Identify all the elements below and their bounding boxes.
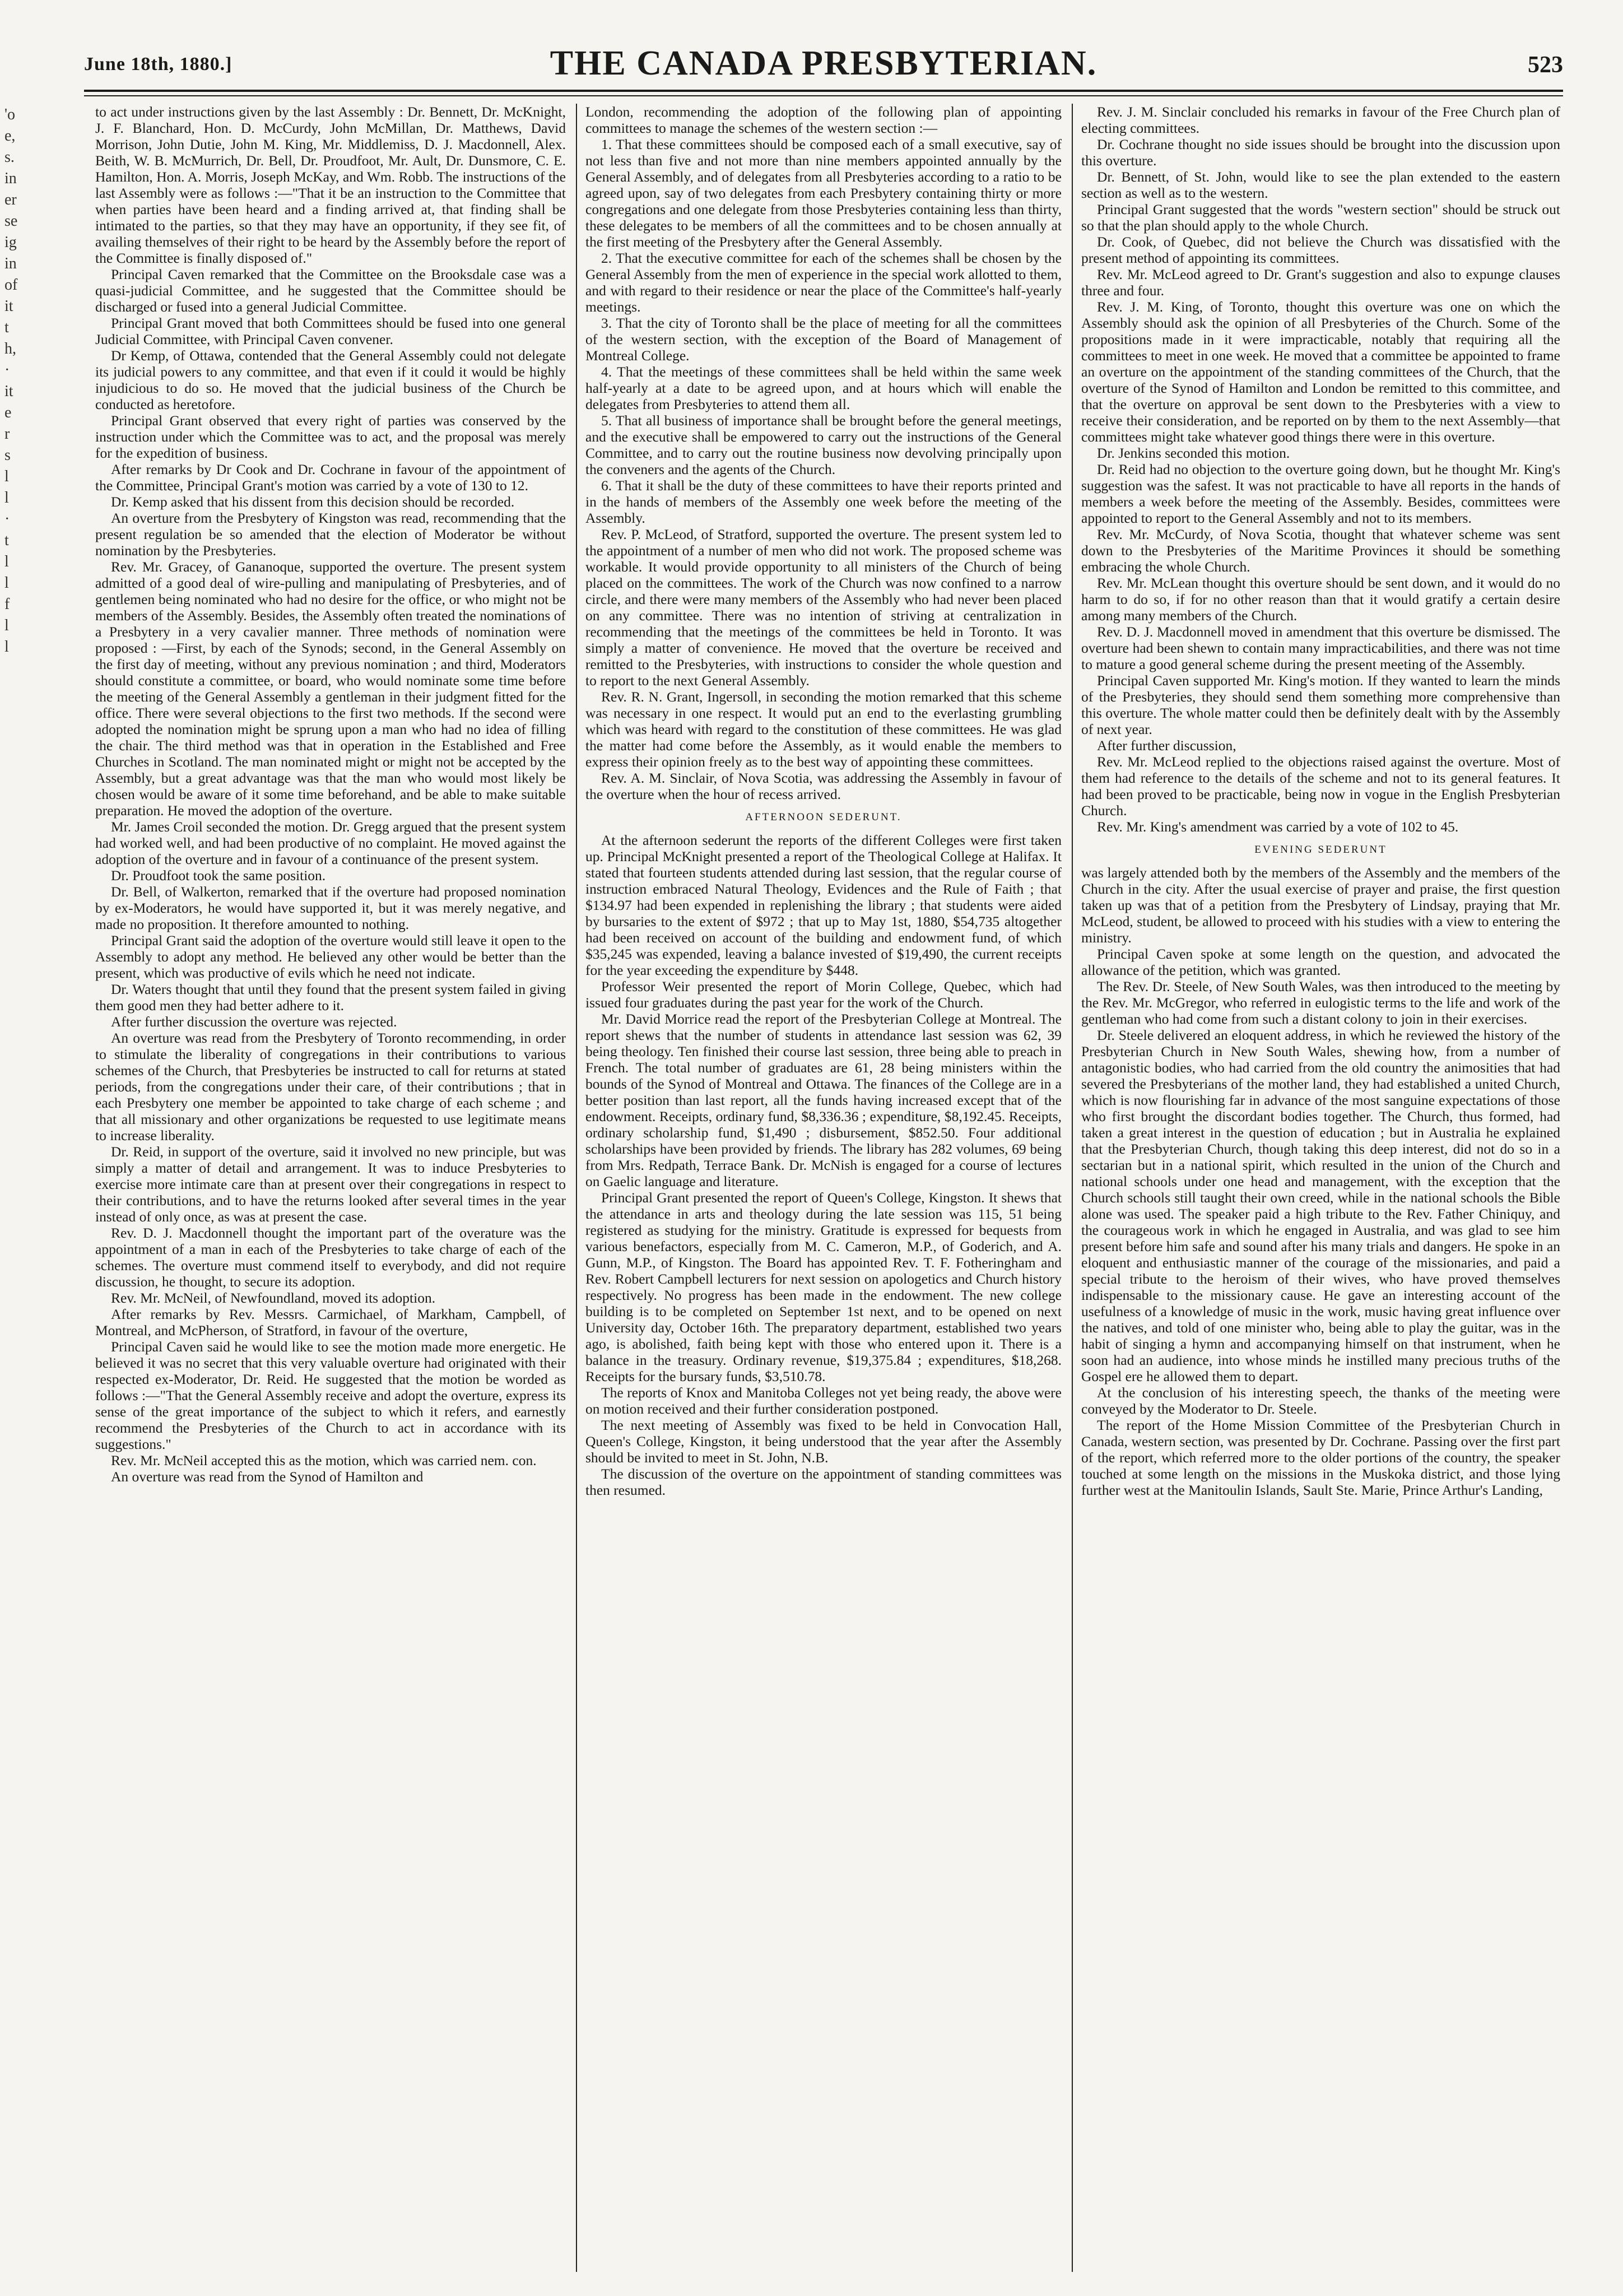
paragraph: Principal Grant suggested that the words "western section" should be struck out so that the plan should apply to the whole Church. bbox=[1081, 201, 1560, 234]
paragraph: Rev. Mr. McCurdy, of Nova Scotia, thought that whatever scheme was sent down to the Presbyteries of the Maritime Provinces it should be something embracing the whole Church. bbox=[1081, 526, 1560, 575]
margin-fragment: er bbox=[4, 191, 17, 208]
paragraph: The Rev. Dr. Steele, of New South Wales, was then introduced to the meeting by the Rev. Mr. McGregor, who referred in eulogistic terms to the life and work of the gentleman who had come from such a distant colony to join in their exercises. bbox=[1081, 978, 1560, 1027]
page-header bbox=[84, 44, 1563, 89]
paragraph: Dr. Cochrane thought no side issues should be brought into the discussion upon this overture. bbox=[1081, 136, 1560, 169]
paragraph: 6. That it shall be the duty of these committees to have their reports printed and in the hands of members of the Assembly one week before the meeting of the Assembly. bbox=[585, 477, 1062, 526]
masthead-title: THE CANADA PRESBYTERIAN. bbox=[550, 44, 1097, 82]
paragraph: Rev. Mr. McLeod replied to the objections raised against the overture. Most of them had reference to the details of the scheme and not to its general features. It had been proved to be practicable, being now in vogue in the English Presbyterian Church. bbox=[1081, 754, 1560, 819]
paragraph: Dr. Bell, of Walkerton, remarked that if the overture had proposed nomination by ex-Moderators, he would have supported it, but it was merely negative, and made no proposition. It therefore amounted to nothing. bbox=[95, 884, 566, 932]
paragraph: Rev. J. M. Sinclair concluded his remarks in favour of the Free Church plan of electing committees. bbox=[1081, 104, 1560, 136]
margin-fragment: in bbox=[4, 255, 17, 272]
paragraph: London, recommending the adoption of the following plan of appointing committees to manage the schemes of the western section :— bbox=[585, 104, 1062, 136]
margin-fragment: l bbox=[4, 468, 9, 485]
paragraph: Dr. Waters thought that until they found that the present system failed in giving them good men they had better adhere to it. bbox=[95, 981, 566, 1014]
header-rule-thin bbox=[84, 95, 1563, 96]
paragraph: Dr. Steele delivered an eloquent address, in which he reviewed the history of the Presbyterian Church in New South Wales, shewing how, from a number of antagonistic bodies, who had carried from the old country the animosities that had severed the Presbyterians of the mother land, they had established a united Church, which is now flourishing far in advance of the most sanguine expectations of those who first brought the discordant bodies together. The Church, thus formed, had taken a great interest in the question of education ; but in Australia he explained that the Presbyterian Church, though taking this deep interest, did not do so in a sectarian but in a national spirit, which resulted in the union of the Church and national schools under one head and management, with the exception that the Church schools still taught their own creed, while in the national schools the Bible alone was used. The speaker paid a high tribute to the Rev. Father Chiniquy, and the courageous work in which he engaged in Australia, and was glad to see him present before him safe and sound after his many trials and dangers. He spoke in an eloquent and enthusiastic manner of the courage of the missionaries, and paid a special tribute to the heroism of their wives, who have proved themselves indispensable to the missionary cause. He gave an interesting account of the usefulness of a knowledge of music in the work, music having great influence over the natives, and told of one minister who, being able to play the guitar, was in the habit of singing a hymn and accompanying himself on that instrument, when he soon had an audience, into whose minds he instilled many precious truths of the Gospel ere he allowed them to depart. bbox=[1081, 1027, 1560, 1384]
issue-date: June 18th, 1880.] bbox=[84, 54, 232, 75]
paragraph: Dr. Bennett, of St. John, would like to see the plan extended to the eastern section as well as to the western. bbox=[1081, 169, 1560, 201]
paragraph: At the conclusion of his interesting speech, the thanks of the meeting were conveyed by the Moderator to Dr. Steele. bbox=[1081, 1384, 1560, 1417]
paragraph: to act under instructions given by the last Assembly : Dr. Bennett, Dr. McKnight, J. F. Blanchard, Hon. D. McCurdy, John McMillan, Dr. Matthews, David Morrison, John Dutie, John M. King, Mr. Middlemiss, D. J. Macdonnell, Alex. Beith, W. B. McMurrich, Dr. Bell, Dr. Proudfoot, Mr. Ault, Dr. Dunsmore, C. E. Hamilton, Hon. A. Morris, Joseph McKay, and Wm. Robb. The instructions of the last Assembly were as follows :—"That it be an instruction to the Committee that when parties have been heard and a finding arrived at, that finding shall be intimated to the parties, so that they may have an opportunity, if they see fit, of availing themselves of their right to be heard by the Assembly before the report of the Committee is finally disposed of." bbox=[95, 104, 566, 266]
margin-fragment: ig bbox=[4, 234, 17, 251]
paragraph: Rev. Mr. Gracey, of Gananoque, supported the overture. The present system admitted of a good deal of wire-pulling and manipulating of Presbyteries, and of gentlemen being nominated who had no desire for the office, or who might not be members of the Assembly. Besides, the Assembly often treated the nominations of a Presbytery in a very cavalier manner. Three methods of nomination were proposed : —First, by each of the Synods; second, in the General Assembly on the first day of meeting, without any previous nomination ; and third, Moderators should constitute a committee, or board, who would nominate some time before the meeting of the General Assembly a gentleman in their judgment fitted for the office. There were several objections to the first two methods. If the second were adopted the nomination might be sprung upon a man who had no idea of filling the chair. The third method was that in operation in the Established and Free Churches in Scotland. The man nominated might or might not be accepted by the Assembly, but a great advantage was that the man who would most likely be chosen would be aware of it some time beforehand, and be able to make suitable preparation. He moved the adoption of the overture. bbox=[95, 559, 566, 819]
paragraph: Rev. P. McLeod, of Stratford, supported the overture. The present system led to the appointment of a number of men who did not work. The proposed scheme was workable. It would provide opportunity to all ministers of the Church of being placed on the committees. The work of the Church was now confined to a narrow circle, and there were many members of the Assembly who had never been placed on any committee. There was no intention of striving at centralization in recommending that the meetings of the committees be held in Toronto. It was simply a matter of convenience. He moved that the overture be received and remitted to the Presbyteries, with instructions to consider the whole question and to report to the next General Assembly. bbox=[585, 526, 1062, 689]
paragraph: Principal Grant presented the report of Queen's College, Kingston. It shews that the attendance in arts and theology during the late session was 115, 51 being registered as studying for the ministry. Gratitude is expressed for bequests from various benefactors, especially from M. C. Cameron, M.P., of Goderich, and A. Gunn, M.P., of Kingston. The Board has appointed Rev. T. F. Fotheringham and Rev. Robert Campbell lecturers for next session on apologetics and Church history respectively. No progress has been made in the endowment. The new college building is to be completed on September 1st next, and to be opened on next University day, October 16th. The preparatory department, established two years ago, is abolished, faith being kept with those who entered upon it. There is a balance in the treasury. Ordinary revenue, $19,375.84 ; expenditures, $18,268. Receipts for the bursary funds, $3,510.78. bbox=[585, 1189, 1062, 1384]
margin-fragment: t bbox=[4, 532, 9, 549]
paragraph: An overture was read from the Synod of Hamilton and bbox=[111, 1468, 424, 1485]
paragraph: Professor Weir presented the report of Morin College, Quebec, which had issued four graduates during the past year for the work of the Church. bbox=[585, 978, 1062, 1011]
section-heading-afternoon: AFTERNOON SEDERUNT. bbox=[745, 811, 902, 823]
paragraph: An overture was read from the Presbytery of Toronto recommending, in order to stimulate the liberality of congregations in their contributions to various schemes of the Church, that Presbyteries be instructed to call for returns at stated periods, from the congregations under their care, of their contributions ; that in each Presbytery one member be appointed to take charge of each scheme ; and that all missionary and other organizations be requested to use legitimate means to increase liberality. bbox=[95, 1030, 566, 1144]
paragraph: Rev. A. M. Sinclair, of Nova Scotia, was addressing the Assembly in favour of the overture when the hour of recess arrived. bbox=[585, 770, 1062, 802]
header-rule bbox=[84, 90, 1563, 92]
section-heading-evening: EVENING SEDERUNT bbox=[1254, 844, 1387, 856]
paragraph: 5. That all business of importance shall be brought before the general meetings, and the executive shall be empowered to carry out the instructions of the General Committee, and to carry out the routine business now devolving principally upon the conveners and the agents of the Church. bbox=[585, 412, 1062, 477]
paragraph: 2. That the executive committee for each of the schemes shall be chosen by the General Assembly from the men of experience in the special work allotted to them, and with regard to their residence or near the place of the Committee's half-yearly meetings. bbox=[585, 250, 1062, 315]
paragraph: The report of the Home Mission Committee of the Presbyterian Church in Canada, western section, was presented by Dr. Cochrane. Passing over the first part of the report, which referred more to the older portions of the country, the speaker touched at some length on the missions in the Muskoka district, and those lying further west at the Manitoulin Islands, Sault Ste. Marie, Prince Arthur's Landing, bbox=[1081, 1417, 1560, 1498]
margin-fragment: · bbox=[4, 361, 10, 379]
article-columns bbox=[84, 104, 1563, 2272]
paragraph: Rev. Mr. McLeod agreed to Dr. Grant's suggestion and also to expunge clauses three and four. bbox=[1081, 266, 1560, 299]
paragraph: An overture from the Presbytery of Kingston was read, recommending that the present regulation be so amended that the election of Moderator be without nomination by the Presbyteries. bbox=[95, 510, 566, 559]
margin-fragment: of bbox=[4, 276, 18, 294]
paragraph: Dr. Cook, of Quebec, did not believe the Church was dissatisfied with the present method of appointing its committees. bbox=[1081, 234, 1560, 266]
paragraph: After remarks by Dr Cook and Dr. Cochrane in favour of the appointment of the Committee, Principal Grant's motion was carried by a vote of 130 to 12. bbox=[95, 461, 566, 494]
margin-fragment: f bbox=[4, 596, 10, 613]
margin-fragment: h, bbox=[4, 340, 16, 357]
paragraph: The next meeting of Assembly was fixed to be held in Convocation Hall, Queen's College, Kingston, it being understood that the year after the Assembly should be invited to meet in St. John, N.B. bbox=[585, 1417, 1062, 1466]
paragraph: Dr. Reid had no objection to the overture going down, but he thought Mr. King's suggestion was the safest. It was not practicable to have all reports in the hands of members a week before the meeting of the Assembly. Besides, committees were appointed to report to the General Assembly and not to its members. bbox=[1081, 461, 1560, 526]
margin-fragment: l bbox=[4, 574, 9, 592]
margin-fragment: e, bbox=[4, 127, 16, 145]
paragraph: 3. That the city of Toronto shall be the place of meeting for all the committees of the western section, with the exception of the Board of Management of Montreal College. bbox=[585, 315, 1062, 364]
paragraph: After further discussion, bbox=[1097, 737, 1236, 754]
paragraph: Dr. Jenkins seconded this motion. bbox=[1097, 445, 1290, 461]
paragraph: The discussion of the overture on the appointment of standing committees was then resumed. bbox=[585, 1466, 1062, 1498]
margin-fragment: l bbox=[4, 617, 9, 634]
margin-fragment: 'o bbox=[4, 106, 16, 123]
column-divider bbox=[1072, 104, 1073, 2272]
column-3 bbox=[1081, 104, 1560, 2272]
margin-fragment: s. bbox=[4, 148, 15, 166]
paragraph: After remarks by Rev. Messrs. Carmichael, of Markham, Campbell, of Montreal, and McPherson, of Stratford, in favour of the overture, bbox=[95, 1306, 566, 1338]
paragraph: Principal Grant said the adoption of the overture would still leave it open to the Assembly to adopt any method. He believed any other would be better than the present, which was productive of evils which he need not indicate. bbox=[95, 932, 566, 981]
paragraph: Rev. J. M. King, of Toronto, thought this overture was one on which the Assembly should ask the opinion of all Presbyteries of the Church. Some of the propositions made in it were impracticable, notably that requiring all the committees to meet in one week. He moved that a committee be appointed to frame an overture on the appointment of the standing committees of the Church, that the overture of the Synod of Hamilton and London be remitted to this committee, and that the overture on approval be sent down to the Presbyteries with a view to receive their consideration, and be reported on by them to the next Assembly—that committees might take whatever good things there were in this overture. bbox=[1081, 299, 1560, 445]
paragraph: Rev. D. J. Macdonnell moved in amendment that this overture be dismissed. The overture had been shewn to contain many impracticabilities, and there was not time to mature a good general scheme during the present meeting of the Assembly. bbox=[1081, 624, 1560, 672]
page-number: 523 bbox=[1528, 52, 1563, 78]
paragraph: Principal Caven remarked that the Committee on the Brooksdale case was a quasi-judicial Committee, and he suggested that the Committee should be discharged or fused into a general Judicial Committee. bbox=[95, 266, 566, 315]
paragraph: The reports of Knox and Manitoba Colleges not yet being ready, the above were on motion received and their further consideration postponed. bbox=[585, 1384, 1062, 1417]
paragraph: 1. That these committees should be composed each of a small executive, say of not less than five and not more than nine members appointed annually by the General Assembly, and of delegates from all Presbyteries according to a ratio to be agreed upon, say of two delegates from each Presbytery containing thirty or more congregations and one delegate from those Presbyteries containing less than thirty, these delegates to be members of all the committees and to be chosen annually at the first meeting of the Presbytery after the General Assembly. bbox=[585, 136, 1062, 250]
column-divider bbox=[576, 104, 577, 2272]
paragraph: Principal Grant moved that both Committees should be fused into one general Judicial Committee, with Principal Caven convener. bbox=[95, 315, 566, 347]
paragraph: Rev. Mr. King's amendment was carried by a vote of 102 to 45. bbox=[1097, 819, 1459, 835]
margin-fragment: r bbox=[4, 425, 10, 443]
paragraph: Rev. Mr. McLean thought this overture should be sent down, and it would do no harm to do so, if for no other reason than that it would gratify a certain desire among many members of the Church. bbox=[1081, 575, 1560, 624]
paragraph: 4. That the meetings of these committees shall be held within the same week half-yearly at a date to be agreed upon, and at hours which will enable the delegates from Presbyteries to attend them all. bbox=[585, 364, 1062, 412]
margin-fragment: l bbox=[4, 489, 9, 506]
margin-fragment: se bbox=[4, 212, 18, 230]
paragraph: Mr. David Morrice read the report of the Presbyterian College at Montreal. The report shews that the number of students in attendance last session was 62, 39 being theology. Ten finished their course last session, three being able to preach in French. The total number of graduates are 61, 28 being ministers within the bounds of the Synod of Montreal and Ottawa. The finances of the College are in a better position than last report, all the funds having increased except that of the endowment. Receipts, ordinary fund, $8,336.36 ; expenditure, $8,192.45. Receipts, ordinary scholarship fund, $1,490 ; disbursement, $852.50. Four additional scholarships have been provided by friends. The library has 282 volumes, 69 being from Mrs. Redpath, Terrace Bank. Dr. McNish is engaged for a course of lectures on Gaelic language and literature. bbox=[585, 1011, 1062, 1189]
paragraph: Principal Grant observed that every right of parties was conserved by the instruction under which the Committee was to act, and the proposal was merely for the expedition of business. bbox=[95, 412, 566, 461]
paragraph: Rev. Mr. McNeil, of Newfoundland, moved its adoption. bbox=[111, 1290, 436, 1306]
paragraph: At the afternoon sederunt the reports of the different Colleges were first taken up. Principal McKnight presented a report of the Theological College at Halifax. It stated that fourteen students attended during last session, that the regular course of instruction embraced Natural Theology, Evidences and the Rule of Faith ; that $134.97 had been expended in replenishing the library ; that students were aided by bursaries to the extent of $972 ; that up to May 1st, 1880, $54,735 altogether had been received on account of the building and endowment fund, of which $35,245 was expended, leaving a balance invested of $19,490, the current receipts for the year exceeding the expenditure by $448. bbox=[585, 832, 1062, 978]
paragraph: Rev. Mr. McNeil accepted this as the motion, which was carried nem. con. bbox=[111, 1452, 537, 1468]
margin-fragment: e bbox=[4, 404, 12, 421]
paragraph: Mr. James Croil seconded the motion. Dr. Gregg argued that the present system had worked well, and had been productive of no complaint. He moved against the adoption of the overture and in favour of a continuance of the present system. bbox=[95, 819, 566, 867]
margin-fragment: l bbox=[4, 638, 9, 656]
paragraph: was largely attended both by the members of the Assembly and the members of the Church in the city. After the usual exercise of prayer and praise, the first question taken up was that of a petition from the Presbytery of Lindsay, praying that Mr. McLeod, student, be allowed to proceed with his studies with a view to entering the ministry. bbox=[1081, 865, 1560, 946]
margin-fragment: s bbox=[4, 447, 11, 464]
margin-fragment: in bbox=[4, 170, 17, 187]
paragraph: Rev. D. J. Macdonnell thought the important part of the overature was the appointment of a man in each of the Presbyteries to take charge of each of the schemes. The overture must commend itself to everybody, and did not require discussion, he thought, to secure its adoption. bbox=[95, 1225, 566, 1290]
margin-fragment: l bbox=[4, 553, 9, 570]
paragraph: Principal Caven said he would like to see the motion made more energetic. He believed it was no secret that this very valuable overture had originated with their respected ex-Moderator, Dr. Reid. He suggested that the motion be worded as follows :—"That the General Assembly receive and adopt the overture, express its sense of the great importance of the subject to which it refers, and earnestly recommend the Presbyteries of the Church to act in accordance with its suggestions." bbox=[95, 1338, 566, 1452]
margin-fragment: t bbox=[4, 319, 9, 336]
paragraph: Principal Caven supported Mr. King's motion. If they wanted to learn the minds of the Presbyteries, they should send them something more comprehensive than this overture. The whole matter could then be definitely dealt with by the Assembly of next year. bbox=[1081, 672, 1560, 737]
margin-fragment: · bbox=[4, 510, 10, 528]
column-2 bbox=[585, 104, 1062, 2272]
paragraph: Dr. Kemp asked that his dissent from this decision should be recorded. bbox=[111, 494, 515, 510]
paragraph: Dr Kemp, of Ottawa, contended that the General Assembly could not delegate its judicial powers to any committee, and that even if it could it would be highly injudicious to do so. He moved that the judicial business of the Church be conducted as heretofore. bbox=[95, 347, 566, 412]
paragraph: Dr. Proudfoot took the same position. bbox=[111, 867, 326, 884]
paragraph: Rev. R. N. Grant, Ingersoll, in seconding the motion remarked that this scheme was necessary in one respect. It would put an end to the everlasting grumbling which was heard with regard to the constitution of these committees. He was glad the matter had come before the Assembly, as it would enable the members to express their opinion freely as to the best way of appointing these committees. bbox=[585, 689, 1062, 770]
paragraph: Dr. Reid, in support of the overture, said it involved no new principle, but was simply a matter of detail and arrangement. It was to induce Presbyteries to exercise more intimate care than at present over their congregations in respect to their contributions, and to have the returns looked after several times in the year instead of only once, as was at present the case. bbox=[95, 1144, 566, 1225]
column-1 bbox=[95, 104, 566, 2272]
margin-fragment: it bbox=[4, 298, 13, 315]
paragraph: After further discussion the overture was rejected. bbox=[111, 1014, 397, 1030]
paragraph: Principal Caven spoke at some length on the question, and advocated the allowance of the petition, which was granted. bbox=[1081, 946, 1560, 978]
margin-fragment: it bbox=[4, 383, 13, 400]
